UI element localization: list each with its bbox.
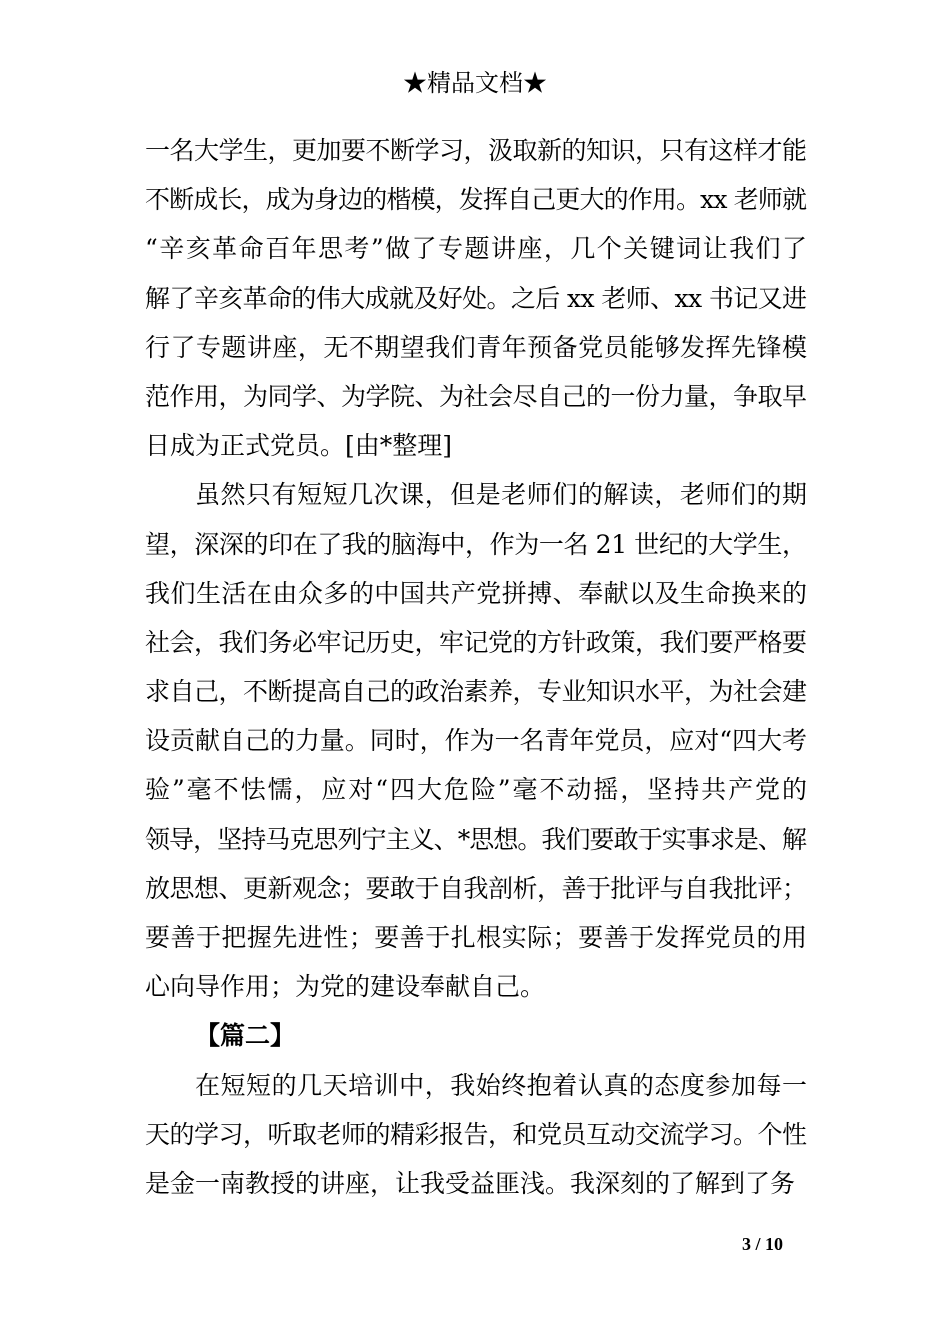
text-line: 不断成长，成为身边的楷模，发挥自己更大的作用。xx 老师就 bbox=[145, 185, 807, 215]
paragraph-start-line: 在短短的几天培训中，我始终抱着认真的态度参加每一 bbox=[195, 1070, 808, 1100]
text-line: 望，深深的印在了我的脑海中，作为一名 21 世纪的大学生， bbox=[145, 529, 807, 559]
text-line: 是金一南教授的讲座，让我受益匪浅。我深刻的了解到了务 bbox=[145, 1168, 796, 1198]
text-line: 领导，坚持马克思列宁主义、*思想。我们要敢于实事求是、解 bbox=[145, 824, 807, 854]
document-body bbox=[145, 126, 807, 1208]
text-line: 要善于把握先进性；要善于扎根实际；要善于发挥党员的用 bbox=[145, 923, 808, 952]
text-line: 日成为正式党员。[由*整理] bbox=[145, 431, 453, 461]
paragraph-start-line: 虽然只有短短几次课，但是老师们的解读，老师们的期 bbox=[195, 480, 808, 510]
text-line: 天的学习，听取老师的精彩报告，和党员互动交流学习。个性 bbox=[145, 1119, 807, 1149]
text-line: “辛亥革命百年思考”做了专题讲座，几个关键词让我们了 bbox=[145, 234, 809, 264]
text-line: 心向导作用；为党的建设奉献自己。 bbox=[145, 972, 546, 1002]
text-line: 我们生活在由众多的中国共产党拼搏、奉献以及生命换来的 bbox=[145, 578, 808, 608]
text-line: 范作用，为同学、为学院、为社会尽自己的一份力量，争取早 bbox=[145, 381, 807, 411]
page-number: 3 / 10 bbox=[742, 1234, 784, 1254]
text-line: 设贡献自己的力量。同时，作为一名青年党员，应对“四大考 bbox=[145, 726, 807, 756]
text-line: 验”毫不怯懦，应对“四大危险”毫不动摇，坚持共产党的 bbox=[145, 775, 809, 805]
text-line: 放思想、更新观念；要敢于自我剖析，善于批评与自我批评； bbox=[145, 873, 807, 903]
text-line: 一名大学生，更加要不断学习，汲取新的知识，只有这样才能 bbox=[145, 136, 807, 165]
text-line: 行了专题讲座，无不期望我们青年预备党员能够发挥先锋模 bbox=[145, 332, 808, 362]
page-header-title: ★精品文档★ bbox=[403, 69, 547, 97]
section-heading: 【篇二】 bbox=[195, 1021, 296, 1051]
text-line: 社会，我们务必牢记历史，牢记党的方针政策，我们要严格要 bbox=[145, 627, 807, 657]
text-line: 求自己，不断提高自己的政治素养，专业知识水平，为社会建 bbox=[145, 677, 807, 707]
text-line: 解了辛亥革命的伟大成就及好处。之后 xx 老师、xx 书记又进 bbox=[145, 283, 807, 313]
